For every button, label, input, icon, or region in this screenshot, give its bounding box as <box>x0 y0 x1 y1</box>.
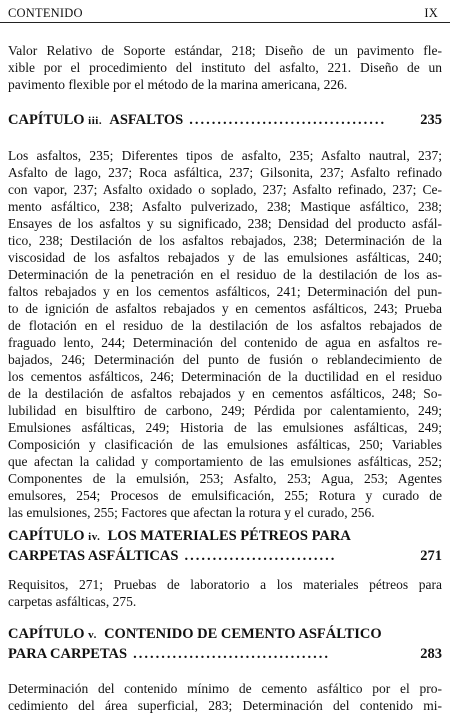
text-line: Requisitos, 271; Pruebas de laboratorio a los materiales pétreos para <box>8 577 442 592</box>
chapter-title: ASFALTOS <box>109 112 184 128</box>
chapter-label: CAPÍTULO <box>8 528 85 544</box>
chapter-page: 271 <box>420 548 442 564</box>
chapter-page: 235 <box>420 112 442 128</box>
text-line: Componentes de la emulsión, 253; Asfalto, 253; Agua, 253; Agentes <box>8 471 442 486</box>
intro-paragraph <box>8 42 442 93</box>
text-line: que afectan la calidad y comportamiento de las emulsiones asfálticas, 252; <box>8 454 442 469</box>
text-line: Emulsiones asfálticas, 249; Historia de las emulsiones asfálticas, 249; <box>8 420 442 435</box>
text-line: mento asfáltico, 238; Asfalto pulverizado, 238; Mastique asfáltico, 238; <box>8 199 442 214</box>
chapter-label: CAPÍTULO <box>8 112 85 128</box>
chapter-label: CAPÍTULO <box>8 626 85 642</box>
chapter-title: CONTENIDO DE CEMENTO ASFÁLTICO <box>104 626 382 642</box>
text-line: viscosidad de los asfaltos rebajados y de las emulsiones asfálticas, 240; <box>8 250 442 265</box>
text-line: con vapor, 237; Asfalto oxidado o soplado, 237; Asfalto refinado, 237; Ce- <box>8 182 442 197</box>
dot-leader: ........................... <box>184 548 337 564</box>
text-line: Valor Relativo de Soporte estándar, 218; Diseño de un pavimento fle- <box>8 43 442 58</box>
chapter-4-heading <box>8 526 442 566</box>
text-line: pavimento flexible por el método de la marina americana, 226. <box>8 77 348 92</box>
chapter-title-cont: PARA CARPETAS <box>8 646 128 662</box>
text-line: de la destilación de asfaltos rebajados y en cementos asfálticos, 248; So- <box>8 386 442 401</box>
text-line: bajados, 246; Determinación del punto de fusión o reblandecimiento de <box>8 352 442 367</box>
dot-leader: ................................... <box>133 646 330 662</box>
header-rule <box>0 22 450 23</box>
text-line: Determinación de la penetración en el residuo de la destilación de los as- <box>8 267 442 282</box>
chapter-3-contents <box>8 147 442 521</box>
chapter-numeral: v. <box>88 629 97 641</box>
text-line: emulsores, 254; Procesos de emulsificación, 255; Rotura y curado de <box>8 488 442 503</box>
chapter-5-heading <box>8 624 442 664</box>
dot-leader: ................................... <box>189 112 387 128</box>
text-line: Determinación del contenido mínimo de cemento asfáltico por el pro- <box>8 681 442 696</box>
text-line: Composición y clasificación de las emulsiones asfálticas, 250; Variables <box>8 437 442 452</box>
text-line: fraguado lento, 244; Determinación del contenido de agua en asfaltos re- <box>8 335 442 350</box>
text-line: Asfalto de lago, 237; Roca asfáltica, 237; Gilsonita, 237; Asfalto refinado <box>8 165 442 180</box>
chapter-numeral: iv. <box>88 531 101 543</box>
chapter-title-cont: CARPETAS ASFÁLTICAS <box>8 548 179 564</box>
text-line: lubilidad en bisulftiro de carbono, 249; Pérdida por calentamiento, 249; <box>8 403 442 418</box>
text-line: to de ignición de asfaltos rebajados y en cementos asfálticos, 243; Prueba <box>8 301 442 316</box>
text-line: los cementos asfálticos, 246; Determinación de la ductilidad en el residuo <box>8 369 442 384</box>
page-number: IX <box>424 6 438 20</box>
text-line: de flotación en el residuo de la destilación de los asfaltos rebajados de <box>8 318 442 333</box>
text-line: tico, 238; Destilación de los asfaltos rebajados, 238; Determinación de la <box>8 233 442 248</box>
chapter-title: LOS MATERIALES PÉTREOS PARA <box>107 528 351 544</box>
chapter-3-heading <box>8 110 442 130</box>
text-line: Los asfaltos, 235; Diferentes tipos de asfalto, 235; Asfalto nautral, 237; <box>8 148 442 163</box>
chapter-5-contents <box>8 680 442 714</box>
chapter-page: 283 <box>420 646 442 662</box>
chapter-4-contents <box>8 576 442 610</box>
text-line: carpetas asfálticas, 275. <box>8 594 137 609</box>
text-line: xible por el procedimiento del instituto del asfalto, 221. Diseño de un <box>8 60 442 75</box>
chapter-numeral: iii. <box>88 115 103 127</box>
header-title: CONTENIDO <box>8 6 83 20</box>
text-line: las emulsiones, 255; Factores que afectan la rotura y el curado, 256. <box>8 505 375 520</box>
text-line: faltos rebajados y en los cementos asfálticos, 241; Determinación del pun- <box>8 284 442 299</box>
text-line: Ensayes de los asfaltos y su significado, 238; Densidad del producto asfál- <box>8 216 442 231</box>
text-line: cedimiento del área superficial, 283; Determinación del contenido mi- <box>8 698 442 713</box>
